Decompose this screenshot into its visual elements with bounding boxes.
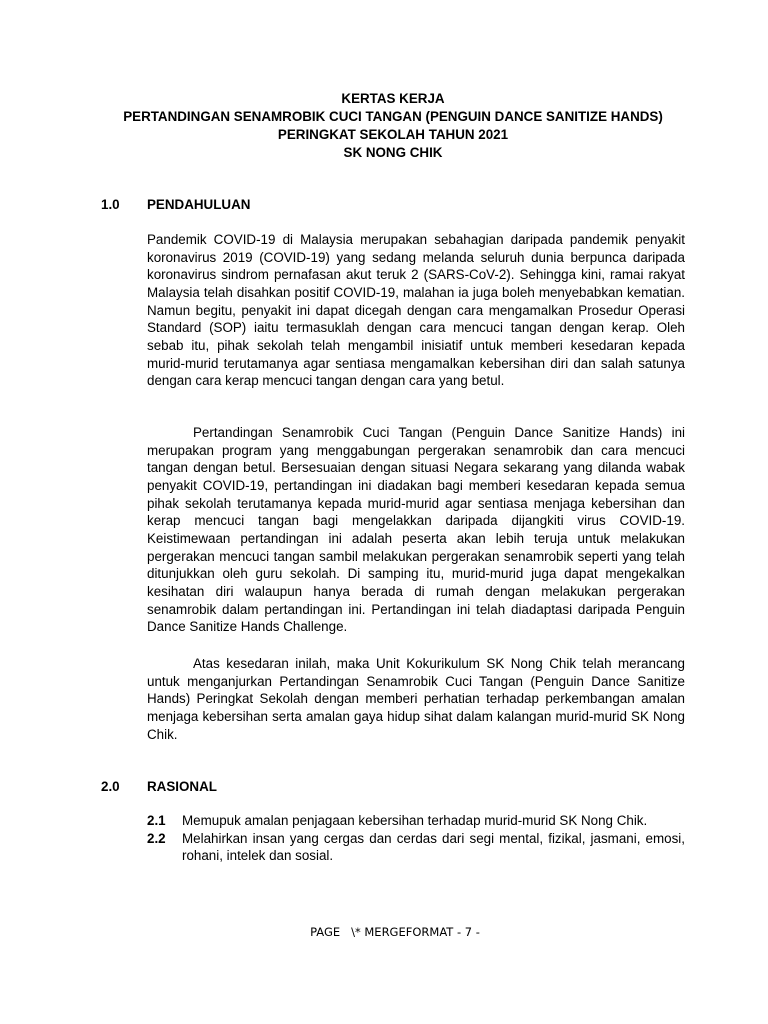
page-footer: PAGE \* MERGEFORMAT - 7 - (310, 925, 480, 939)
list-item-text: Melahirkan insan yang cergas dan cerdas dari segi mental, fizikal, jasmani, emosi, rohani, intelek dan sosial. (182, 830, 685, 864)
document-title (0, 90, 768, 162)
rasional-list (147, 812, 685, 865)
list-item-number: 2.2 (147, 830, 166, 846)
title-line-4: SK NONG CHIK (343, 145, 443, 160)
list-item (147, 830, 685, 865)
pendahuluan-paragraph-3: Atas kesedaran inilah, maka Unit Kokurikulum SK Nong Chik telah merancang untuk menganjurkan Pertandingan Senamrobik Cuci Tangan (Penguin Dance Sanitize Hands) Peringkat Sekolah dengan memberi perhatian terhadap perkembangan amalan menjaga kebersihan serta amalan gaya hidup sihat dalam kalangan murid-murid SK Nong Chik. (147, 656, 685, 742)
section-number: 1.0 (101, 197, 120, 212)
list-item (147, 812, 685, 830)
title-line-3: PERINGKAT SEKOLAH TAHUN 2021 (277, 127, 509, 142)
pendahuluan-paragraph-1: Pandemik COVID-19 di Malaysia merupakan sebahagian daripada pandemik penyakit koronavirus 2019 (COVID-19) yang sedang melanda seluruh dunia berpunca daripada koronavirus sindrom pernafasan akut teruk 2 (SARS-CoV-2). Sehingga kini, ramai rakyat Malaysia telah disahkan positif COVID-19, malahan ia juga boleh menyebabkan kematian. Namun begitu, penyakit ini dapat dicegah dengan cara mengamalkan Prosedur Operasi Standard (SOP) iaitu termasuklah dengan cara mencuci tangan dengan kerap. Oleh sebab itu, pihak sekolah telah mengambil inisiatif untuk memberi kesedaran kepada murid-murid terutamanya agar sentiasa mengamalkan kebersihan diri dan salah satunya dengan cara kerap mencuci tangan dengan cara yang betul. (147, 232, 685, 389)
title-line-2: PERTANDINGAN SENAMROBIK CUCI TANGAN (PENGUIN DANCE SANITIZE HANDS) (123, 109, 663, 124)
section-title: RASIONAL (147, 779, 217, 794)
pendahuluan-paragraph-2: Pertandingan Senamrobik Cuci Tangan (Penguin Dance Sanitize Hands) ini merupakan program yang menggabungan pergerakan senamrobik dan cara mencuci tangan dengan betul. Bersesuaian dengan situasi Negara sekarang yang dilanda wabak penyakit COVID-19, pertandingan ini diadakan bagi memberi kesedaran kepada semua pihak sekolah terutamanya kepada murid-murid agar sentiasa menjaga kebersihan dan kerap mencuci tangan bagi mengelakkan daripada dijangkiti virus COVID-19. Keistimewaan pertandingan ini adalah peserta akan lebih teruja untuk melakukan pergerakan mencuci tangan sambil melakukan pergerakan senamrobik seperti yang telah ditunjukkan oleh guru sekolah. Di samping itu, murid-murid juga dapat mengekalkan kesihatan diri walaupun hanya berada di rumah dengan melakukan pergerakan senamrobik dalam pertandingan ini. Pertandingan ini telah diadaptasi daripada Penguin Dance Sanitize Hands Challenge. (147, 425, 685, 635)
list-item-text: Memupuk amalan penjagaan kebersihan terhadap murid-murid SK Nong Chik. (182, 813, 648, 828)
title-line-1: KERTAS KERJA (341, 91, 445, 106)
section-number: 2.0 (101, 779, 120, 794)
list-item-number: 2.1 (147, 813, 166, 828)
section-title: PENDAHULUAN (147, 197, 251, 212)
